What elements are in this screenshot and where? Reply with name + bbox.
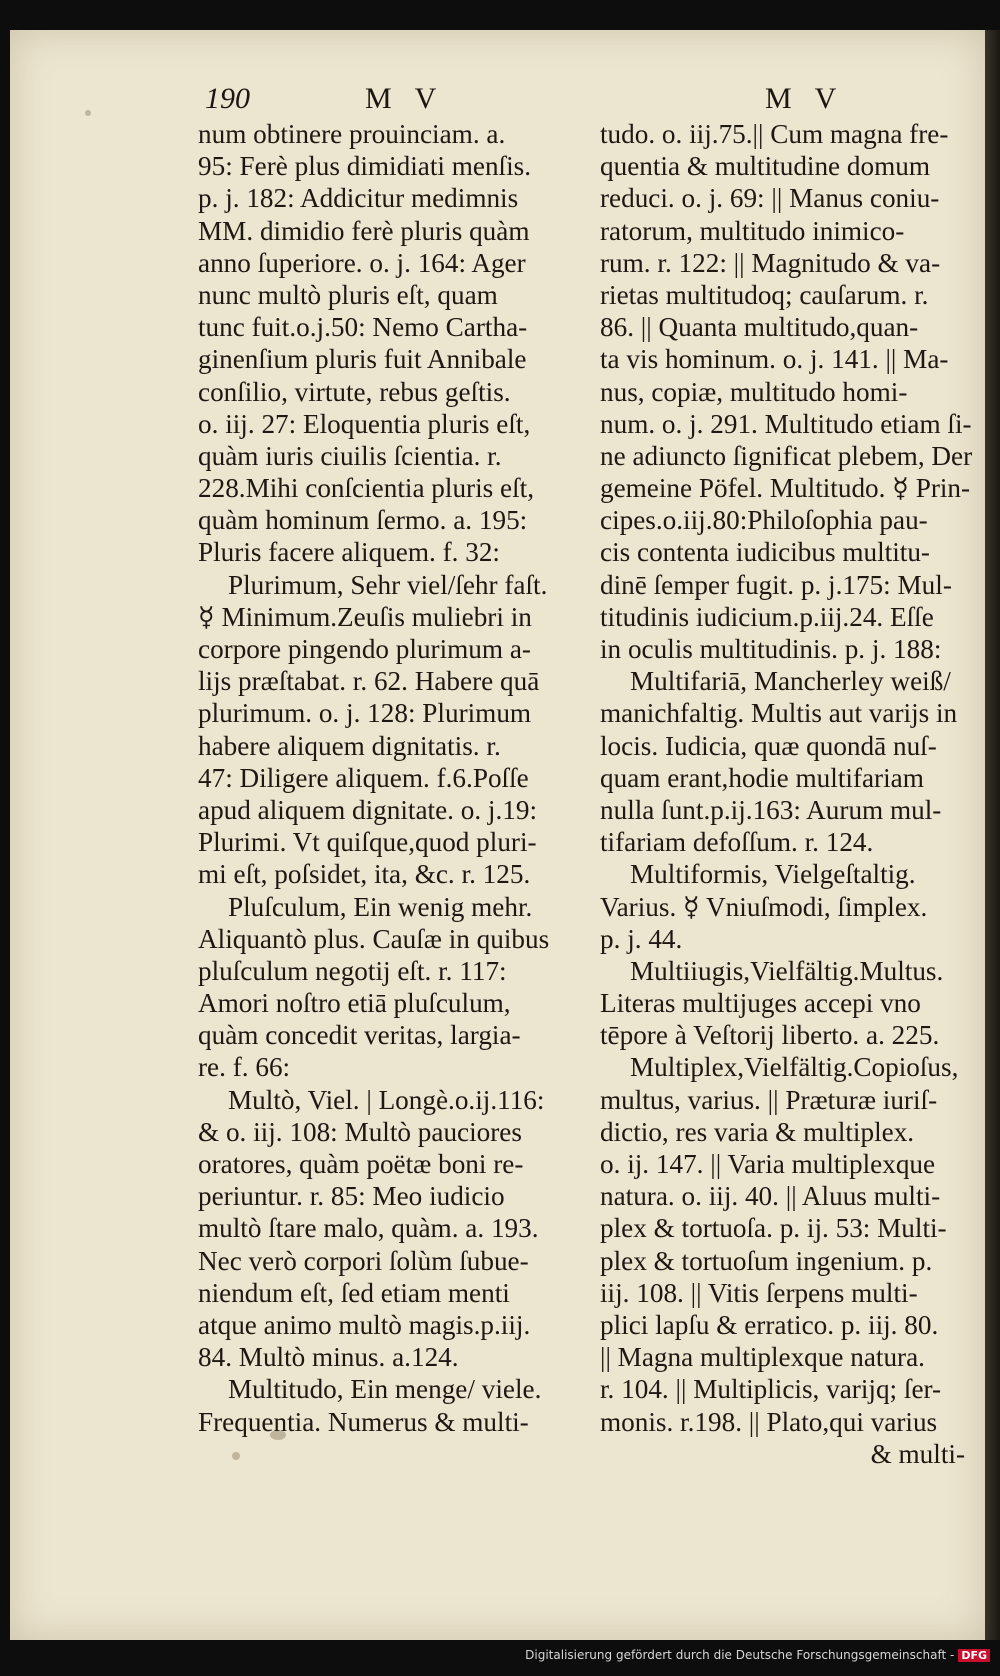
running-head-left: M V: [365, 82, 445, 115]
text-line: Varius. ☿ Vniuſmodi, ſimplex.: [600, 891, 928, 922]
text-line: quàm iuris ciuilis ſcientia. r.: [198, 440, 502, 471]
text-line: || Magna multiplexque natura.: [600, 1342, 925, 1373]
text-line: habere aliquem dignitatis. r.: [198, 730, 501, 761]
text-line: Amori noſtro etiā pluſculum,: [198, 988, 511, 1019]
text-line: reduci. o. j. 69: || Manus coniu-: [600, 183, 940, 214]
text-line: Nec verò corpori ſolùm ſubue-: [198, 1245, 529, 1276]
text-line: manichfaltig. Multis aut varijs in: [600, 698, 958, 729]
page-header: [205, 82, 980, 122]
text-line: num. o. j. 291. Multitudo etiam ſi-: [600, 408, 972, 439]
credit-text: Digitalisierung gefördert durch die Deutsche Forschungsgemeinschaft -: [525, 1648, 955, 1662]
text-line: quam erant,hodie multifariam: [600, 762, 924, 793]
text-line: ta vis hominum. o. j. 141. || Ma-: [600, 344, 949, 375]
text-line: multus, varius. || Præturæ iuriſ-: [600, 1084, 938, 1115]
ink-smudge: [232, 1452, 240, 1460]
text-line: atque animo multò magis.p.iij.: [198, 1309, 531, 1340]
text-line: Multiiugis,Vielfältig.Multus.: [630, 955, 944, 986]
text-line: corpore pingendo plurimum a-: [198, 634, 531, 664]
text-line: nus, copiæ, multitudo homi-: [600, 376, 908, 407]
text-line: plex & tortuoſum ingenium. p.: [600, 1245, 933, 1276]
text-line: rum. r. 122: || Magnitudo & va-: [600, 247, 941, 278]
right-column: [600, 118, 985, 1470]
text-line: plex & tortuoſa. p. ij. 53: Multi-: [600, 1213, 947, 1244]
text-line: Pluſculum, Ein wenig mehr.: [228, 891, 533, 922]
text-line: num obtinere prouinciam. a.: [198, 119, 506, 149]
text-line: re. f. 66:: [198, 1052, 291, 1083]
text-line: tifariam defoſſum. r. 124.: [600, 827, 874, 858]
text-line: r. 104. || Multiplicis, varijq; ſer-: [600, 1374, 942, 1405]
text-line: niendum eſt, ſed etiam menti: [198, 1277, 510, 1308]
text-line: in oculis multitudinis. p. j. 188:: [600, 634, 942, 664]
text-line: monis. r.198. || Plato,qui varius: [600, 1406, 938, 1437]
dfg-logo: DFG: [958, 1649, 990, 1662]
text-line: tunc fuit.o.j.50: Nemo Cartha-: [198, 312, 528, 343]
text-line: multò ſtare malo, quàm. a. 193.: [198, 1213, 539, 1244]
text-line: mi eſt, poſsidet, ita, &c. r. 125.: [198, 859, 531, 890]
text-line: plici lapſu & erratico. p. iij. 80.: [600, 1309, 939, 1340]
text-line: & o. iij. 108: Multò pauciores: [198, 1116, 522, 1147]
text-line: natura. o. iij. 40. || Aluus multi-: [600, 1181, 941, 1212]
text-line: locis. Iudicia, quæ quondā nuſ-: [600, 730, 937, 761]
text-line: ratorum, multitudo inimico-: [600, 215, 905, 246]
text-line: rietas multitudoq; cauſarum. r.: [600, 279, 929, 310]
text-line: quàm hominum ſermo. a. 195:: [198, 505, 528, 536]
text-line: 95: Ferè plus dimidiati menſis.: [198, 151, 532, 182]
digitization-credit: [0, 1648, 990, 1662]
text-line: Multifariā, Mancherley weiß/: [630, 666, 951, 697]
text-line: cis contenta iudicibus multitu-: [600, 537, 930, 568]
text-line: Multò, Viel. | Longè.o.ij.116:: [228, 1084, 545, 1115]
left-column: [198, 118, 578, 1438]
text-line: nunc multò pluris eſt, quam: [198, 279, 498, 310]
text-line: 86. || Quanta multitudo,quan-: [600, 312, 919, 343]
text-line: ☿ Minimum.Zeuſis muliebri in: [198, 601, 532, 632]
text-line: tudo. o. iij.75.|| Cum magna fre-: [600, 119, 949, 149]
text-line: periuntur. r. 85: Meo iudicio: [198, 1181, 505, 1212]
text-line: p. j. 44.: [600, 923, 683, 954]
text-line: o. ij. 147. || Varia multiplexque: [600, 1149, 936, 1179]
text-line: o. iij. 27: Eloquentia pluris eſt,: [198, 408, 531, 439]
text-line: Aliquantò plus. Cauſæ in quibus: [198, 923, 550, 954]
text-line: ne adiuncto ſignificat plebem, Der: [600, 440, 973, 471]
text-line: titudinis iudicium.p.iij.24. Eſſe: [600, 601, 934, 632]
text-line: apud aliquem dignitate. o. j.19:: [198, 794, 538, 825]
text-line: Multiformis, Vielgeſtaltig.: [630, 859, 916, 890]
text-line: 228.Mihi conſcientia pluris eſt,: [198, 473, 535, 504]
text-line: 84. Multò minus. a.124.: [198, 1342, 459, 1373]
text-line: MM. dimidio ferè pluris quàm: [198, 215, 530, 246]
text-line: plurimum. o. j. 128: Plurimum: [198, 698, 532, 729]
text-line: dictio, res varia & multiplex.: [600, 1116, 915, 1147]
text-line: Multitudo, Ein menge/ viele.: [228, 1374, 542, 1405]
text-line: iij. 108. || Vitis ſerpens multi-: [600, 1277, 918, 1308]
text-line: Plurimi. Vt quiſque,quod pluri-: [198, 827, 537, 858]
text-line: quàm concedit veritas, largia-: [198, 1020, 521, 1051]
text-line: 47: Diligere aliquem. f.6.Poſſe: [198, 762, 529, 793]
text-line: Multiplex,Vielfältig.Copioſus,: [630, 1052, 959, 1083]
text-line: anno ſuperiore. o. j. 164: Ager: [198, 247, 526, 278]
text-line: Frequentia. Numerus & multi-: [198, 1406, 529, 1437]
text-line: Plurimum, Sehr viel/ſehr faſt.: [228, 569, 548, 600]
text-line: ginenſium pluris fuit Annibale: [198, 344, 527, 375]
text-line: lijs præſtabat. r. 62. Habere quā: [198, 666, 540, 697]
text-line: oratores, quàm poëtæ boni re-: [198, 1149, 524, 1179]
text-line: p. j. 182: Addicitur medimnis: [198, 183, 519, 214]
text-line: Pluris facere aliquem. f. 32:: [198, 537, 500, 568]
text-line: gemeine Pöfel. Multitudo. ☿ Prin-: [600, 473, 971, 504]
text-line: tēpore à Veſtorij liberto. a. 225.: [600, 1020, 940, 1051]
ink-smudge: [85, 110, 91, 116]
text-line: & multi-: [870, 1438, 965, 1469]
text-line: nulla ſunt.p.ij.163: Aurum mul-: [600, 794, 942, 825]
book-spine: [985, 30, 1000, 1640]
text-line: dinē ſemper fugit. p. j.175: Mul-: [600, 569, 952, 600]
text-line: conſilio, virtute, rebus geſtis.: [198, 376, 511, 407]
text-line: cipes.o.iij.80:Philoſophia pau-: [600, 505, 928, 536]
text-line: Literas multijuges accepi vno: [600, 988, 921, 1019]
running-head-right: M V: [765, 82, 845, 115]
page-number: 190: [205, 82, 250, 115]
text-line: pluſculum negotij eſt. r. 117:: [198, 955, 507, 986]
text-line: quentia & multitudine domum: [600, 151, 930, 182]
